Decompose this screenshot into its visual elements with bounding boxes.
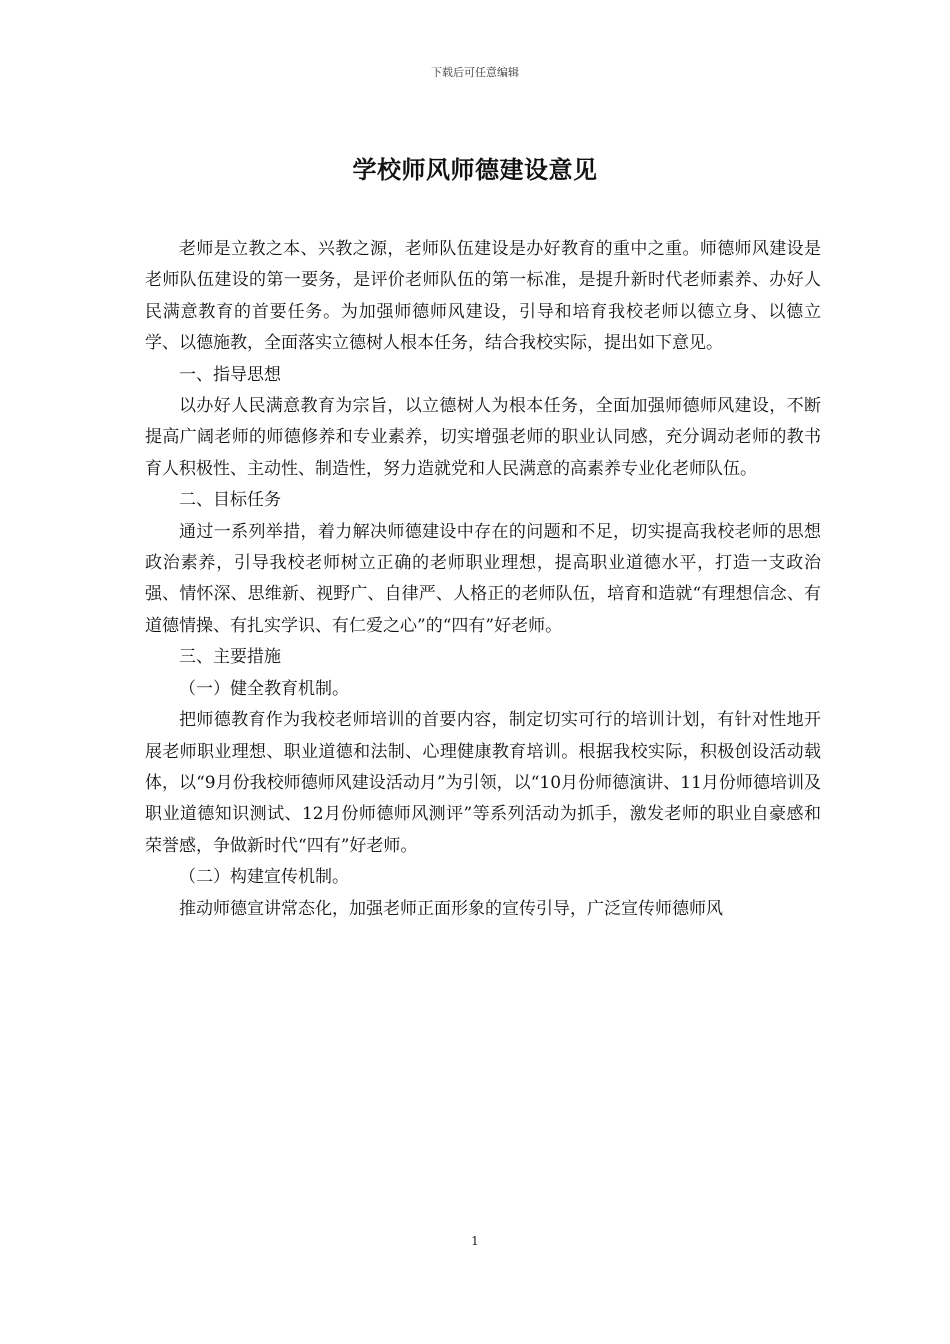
paragraph-guiding-ideology: 以办好人民满意教育为宗旨，以立德树人为根本任务，全面加强师德师风建设，不断提高广阔老师的师德修养和专业素养，切实增强老师的职业认同感，充分调动老师的教书育人积极性、主动性、制造性，努力造就党和人民满意的高素养专业化老师队伍。 [145,396,821,479]
paragraph-intro: 老师是立教之本、兴教之源，老师队伍建设是办好教育的重中之重。师德师风建设是老师队伍建设的第一要务，是评价老师队伍的第一标准，是提升新时代老师素养、办好人民满意教育的首要任务。为加强师德师风建设，引导和培育我校老师以德立身、以德立学、以德施教，全面落实立德树人根本任务，结合我校实际，提出如下意见。 [145,239,821,354]
page-number: 1 [471,1234,479,1248]
paragraph-goals: 通过一系列举措，着力解决师德建设中存在的问题和不足，切实提高我校老师的思想政治素养，引导我校老师树立正确的老师职业理想，提高职业道德水平，打造一支政治强、情怀深、思维新、视野广、自律严、人格正的老师队伍，培育和造就“有理想信念、有道德情操、有扎实学识、有仁爱之心”的“四有”好老师。 [145,521,821,636]
section-heading-measures: 三、主要措施 [179,647,281,668]
subheading-education-mechanism: （一）健全教育机制。 [179,678,349,699]
paragraph-publicity-mechanism: 推动师德宣讲常态化，加强老师正面形象的宣传引导，广泛宣传师德师风 [179,898,723,919]
section-heading-goals: 二、目标任务 [179,490,281,511]
document-title: 学校师风师德建设意见 [352,155,598,184]
document-body [145,234,821,925]
paragraph-education-mechanism: 把师德教育作为我校老师培训的首要内容，制定切实可行的培训计划，有针对性地开展老师职业理想、职业道德和法制、心理健康教育培训。根据我校实际，积极创设活动载体，以“9月份我校师德师风建设活动月”为引领，以“10月份师德演讲、11月份师德培训及职业道德知识测试、12月份师德师风测评”等系列活动为抓手，激发老师的职业自豪感和荣誉感，争做新时代“四有”好老师。 [145,710,821,856]
section-heading-guiding-ideology: 一、指导思想 [179,364,281,385]
header-note: 下载后可任意编辑 [431,66,519,79]
subheading-publicity-mechanism: （二）构建宣传机制。 [179,867,349,888]
